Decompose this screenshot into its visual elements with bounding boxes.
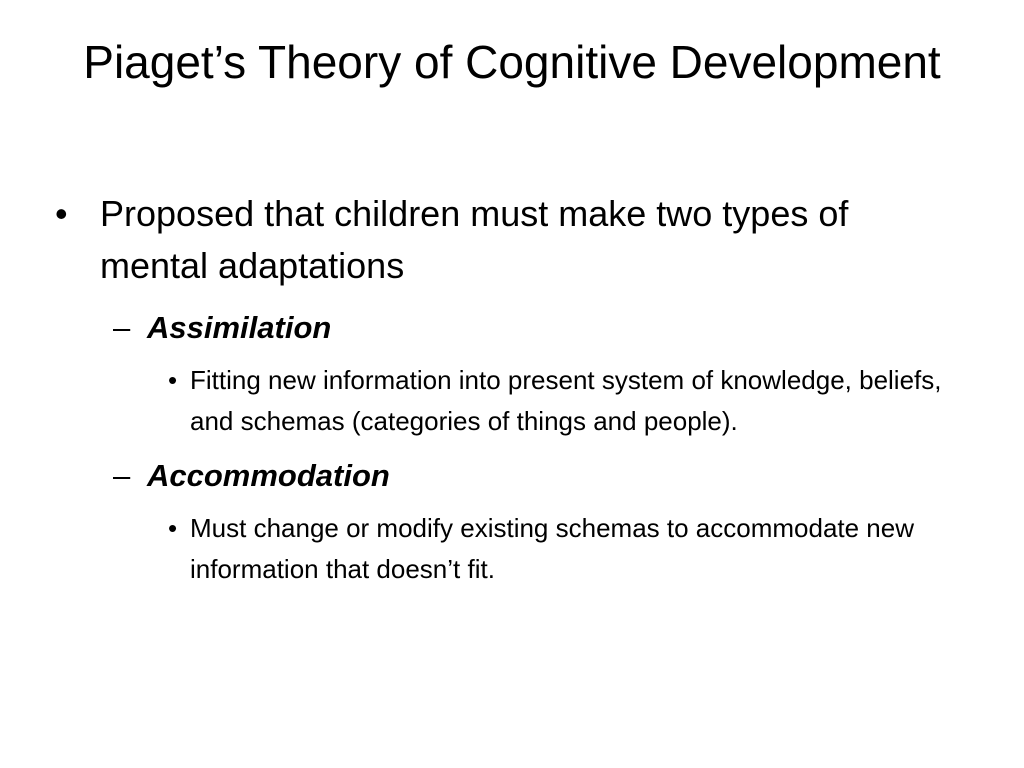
bullet-main — [55, 188, 955, 292]
sub-bullet-assimilation — [55, 308, 955, 348]
detail-accommodation — [55, 508, 955, 590]
bullet-main-text: Proposed that children must make two types of mental adaptations — [100, 193, 849, 286]
dash-icon: – — [113, 458, 131, 493]
slide-title: Piaget’s Theory of Cognitive Development — [83, 36, 941, 88]
detail-assimilation — [55, 360, 955, 442]
dash-icon: – — [113, 310, 131, 345]
sub-bullet-accommodation — [55, 456, 955, 496]
bullet-dot-icon: • — [55, 193, 68, 234]
bullet-dot-icon: • — [168, 365, 178, 395]
sub-bullet-assimilation-text: Assimilation — [147, 310, 332, 345]
bullet-dot-icon: • — [168, 513, 178, 543]
slide-content — [55, 188, 955, 604]
detail-accommodation-text: Must change or modify existing schemas to accommodate new information that doesn’t fit. — [190, 513, 915, 584]
sub-bullet-accommodation-text: Accommodation — [147, 458, 390, 493]
detail-assimilation-text: Fitting new information into present system of knowledge, beliefs, and schemas (categories of things and people). — [190, 365, 942, 436]
